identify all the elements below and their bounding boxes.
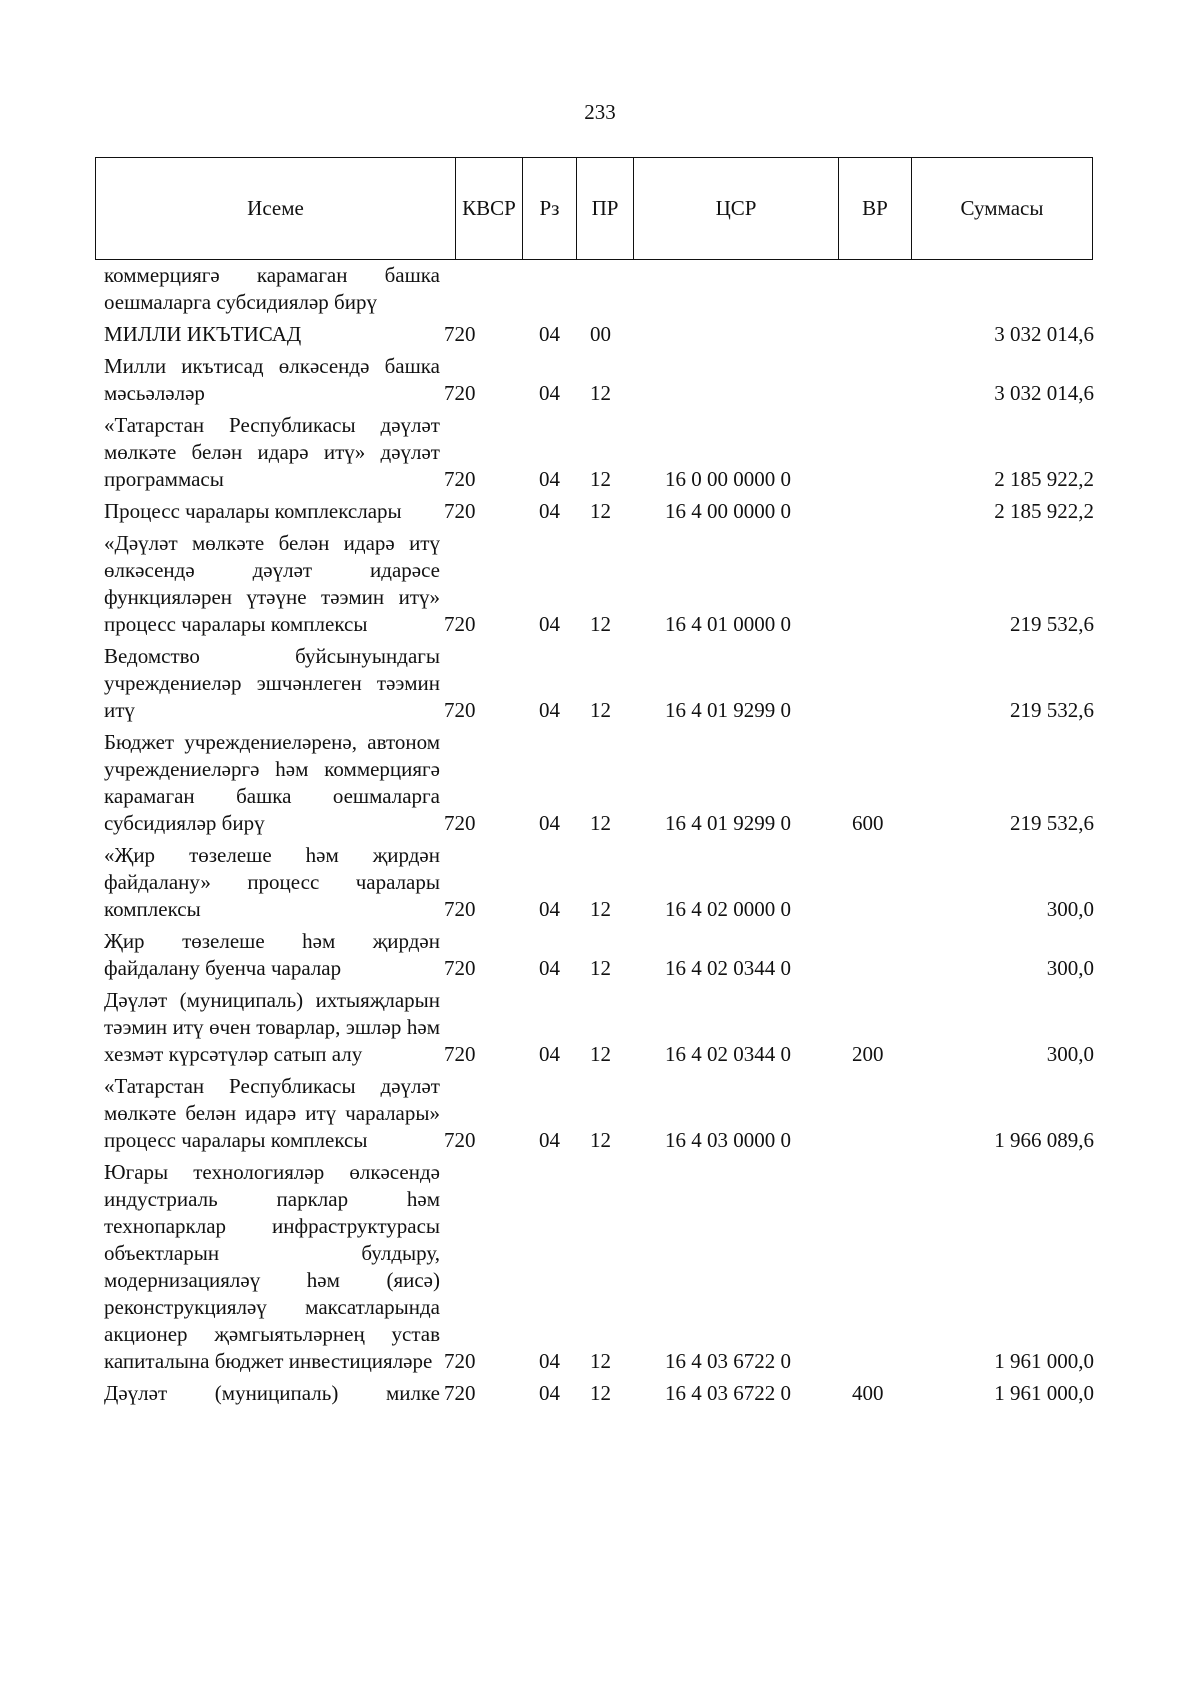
table-row [104, 1159, 1094, 1375]
row-kvsr: 720 [444, 956, 476, 980]
row-csr: 16 4 00 0000 0 [665, 499, 791, 523]
header-pr: ПР [577, 158, 634, 260]
row-pr: 12 [590, 381, 611, 405]
row-pr: 12 [590, 897, 611, 921]
row-csr: 16 4 03 6722 0 [665, 1349, 791, 1373]
row-pr: 12 [590, 956, 611, 980]
header-name: Исеме [96, 158, 456, 260]
header-sum: Суммасы [912, 158, 1093, 260]
row-sum: 1 961 000,0 [994, 1381, 1094, 1405]
row-name: Бюджет учреждениеләренә, автоном учреждениеләргә һәм коммерциягә карамаган башка оешмаларга субсидияләр бирү [104, 730, 440, 835]
row-name: Дәүләт (муниципаль) милке [104, 1381, 440, 1405]
row-name: «Татарстан Республикасы дәүләт мөлкәте белән идарә итү» дәүләт программасы [104, 413, 440, 491]
table-row [104, 262, 1094, 316]
row-name: МИЛЛИ ИКЪТИСАД [104, 322, 302, 346]
table-row [104, 353, 1094, 407]
row-sum: 300,0 [1046, 897, 1094, 921]
row-pr: 12 [590, 1128, 611, 1152]
row-sum: 219 532,6 [1010, 612, 1094, 636]
row-pr: 12 [590, 499, 611, 523]
table-header [95, 157, 1093, 260]
row-name: «Дәүләт мөлкәте белән идарә итү өлкәсендә дәүләт идарәсе функцияләрен үтәүне тәэмин итү» процесс чаралары комплексы [104, 531, 440, 636]
row-name: Милли икътисад өлкәсендә башка мәсьәләләр [104, 354, 440, 405]
row-rz: 04 [539, 1128, 560, 1152]
page-number: 233 [584, 100, 616, 124]
row-sum: 300,0 [1046, 956, 1094, 980]
row-name: Ведомство буйсынуындагы учреждениеләр эшчәнлеген тәэмин итү [104, 644, 440, 722]
row-pr: 12 [590, 698, 611, 722]
row-rz: 04 [539, 322, 560, 346]
row-kvsr: 720 [444, 322, 476, 346]
table-row [104, 643, 1094, 724]
row-sum: 219 532,6 [1010, 698, 1094, 722]
table-row [104, 928, 1094, 982]
row-pr: 12 [590, 467, 611, 491]
row-name: Процесс чаралары комплекслары [104, 499, 402, 523]
row-kvsr: 720 [444, 1349, 476, 1373]
row-csr: 16 4 01 0000 0 [665, 612, 791, 636]
row-name: Дәүләт (муниципаль) ихтыяҗларын тәэмин итү өчен товарлар, эшләр һәм хезмәт күрсәтүләр сатып алу [104, 988, 440, 1066]
header-vr: ВР [839, 158, 912, 260]
row-rz: 04 [539, 897, 560, 921]
row-pr: 12 [590, 1349, 611, 1373]
row-pr: 12 [590, 612, 611, 636]
row-kvsr: 720 [444, 467, 476, 491]
row-rz: 04 [539, 1349, 560, 1373]
row-csr: 16 4 02 0344 0 [665, 1042, 791, 1066]
row-rz: 04 [539, 811, 560, 835]
table-row [104, 1380, 1094, 1407]
row-csr: 16 4 02 0000 0 [665, 897, 791, 921]
row-kvsr: 720 [444, 1042, 476, 1066]
row-rz: 04 [539, 381, 560, 405]
header-rz: Рз [523, 158, 577, 260]
row-rz: 04 [539, 612, 560, 636]
row-csr: 16 4 03 0000 0 [665, 1128, 791, 1152]
table-row [104, 530, 1094, 638]
row-sum: 1 961 000,0 [994, 1349, 1094, 1373]
row-kvsr: 720 [444, 612, 476, 636]
row-pr: 12 [590, 1381, 611, 1405]
row-kvsr: 720 [444, 381, 476, 405]
row-kvsr: 720 [444, 1128, 476, 1152]
row-csr: 16 4 01 9299 0 [665, 698, 791, 722]
row-pr: 00 [590, 322, 611, 346]
table-row [104, 1073, 1094, 1154]
row-name: «Җир төзелеше һәм җирдән файдалану» процесс чаралары комплексы [104, 843, 440, 921]
row-rz: 04 [539, 698, 560, 722]
row-rz: 04 [539, 499, 560, 523]
table-body [104, 262, 1094, 1412]
row-kvsr: 720 [444, 811, 476, 835]
table-row [104, 412, 1094, 493]
row-csr: 16 4 01 9299 0 [665, 811, 791, 835]
row-csr: 16 0 00 0000 0 [665, 467, 791, 491]
row-pr: 12 [590, 1042, 611, 1066]
row-kvsr: 720 [444, 698, 476, 722]
row-rz: 04 [539, 467, 560, 491]
row-rz: 04 [539, 1381, 560, 1405]
row-name: Югары технологияләр өлкәсендә индустриаль парклар һәм технопарклар инфраструктурасы объектларын булдыру, модернизацияләү һәм (яисә) реконструкцияләү максатларында акционер җәмгыятьләрнең устав капиталына бюджет инвестицияләре [104, 1160, 440, 1373]
row-kvsr: 720 [444, 1381, 476, 1405]
row-kvsr: 720 [444, 897, 476, 921]
table-row [104, 729, 1094, 837]
row-rz: 04 [539, 1042, 560, 1066]
row-sum: 1 966 089,6 [994, 1128, 1094, 1152]
row-pr: 12 [590, 811, 611, 835]
row-vr: 200 [852, 1042, 884, 1066]
row-name: «Татарстан Республикасы дәүләт мөлкәте белән идарә итү чаралары» процесс чаралары комплексы [104, 1074, 440, 1152]
row-vr: 600 [852, 811, 884, 835]
table-row [104, 498, 1094, 525]
row-name: коммерциягә карамаган башка оешмаларга субсидияләр бирү [104, 263, 440, 314]
row-kvsr: 720 [444, 499, 476, 523]
row-csr: 16 4 03 6722 0 [665, 1381, 791, 1405]
header-csr: ЦСР [634, 158, 839, 260]
table-row [104, 321, 1094, 348]
table-row [104, 987, 1094, 1068]
row-sum: 3 032 014,6 [994, 322, 1094, 346]
header-kvsr: КВСР [456, 158, 523, 260]
row-sum: 2 185 922,2 [994, 499, 1094, 523]
row-name: Җир төзелеше һәм җирдән файдалану буенча чаралар [104, 929, 440, 980]
row-vr: 400 [852, 1381, 884, 1405]
row-sum: 2 185 922,2 [994, 467, 1094, 491]
row-sum: 3 032 014,6 [994, 381, 1094, 405]
row-csr: 16 4 02 0344 0 [665, 956, 791, 980]
row-sum: 219 532,6 [1010, 811, 1094, 835]
row-rz: 04 [539, 956, 560, 980]
table-row [104, 842, 1094, 923]
row-sum: 300,0 [1046, 1042, 1094, 1066]
